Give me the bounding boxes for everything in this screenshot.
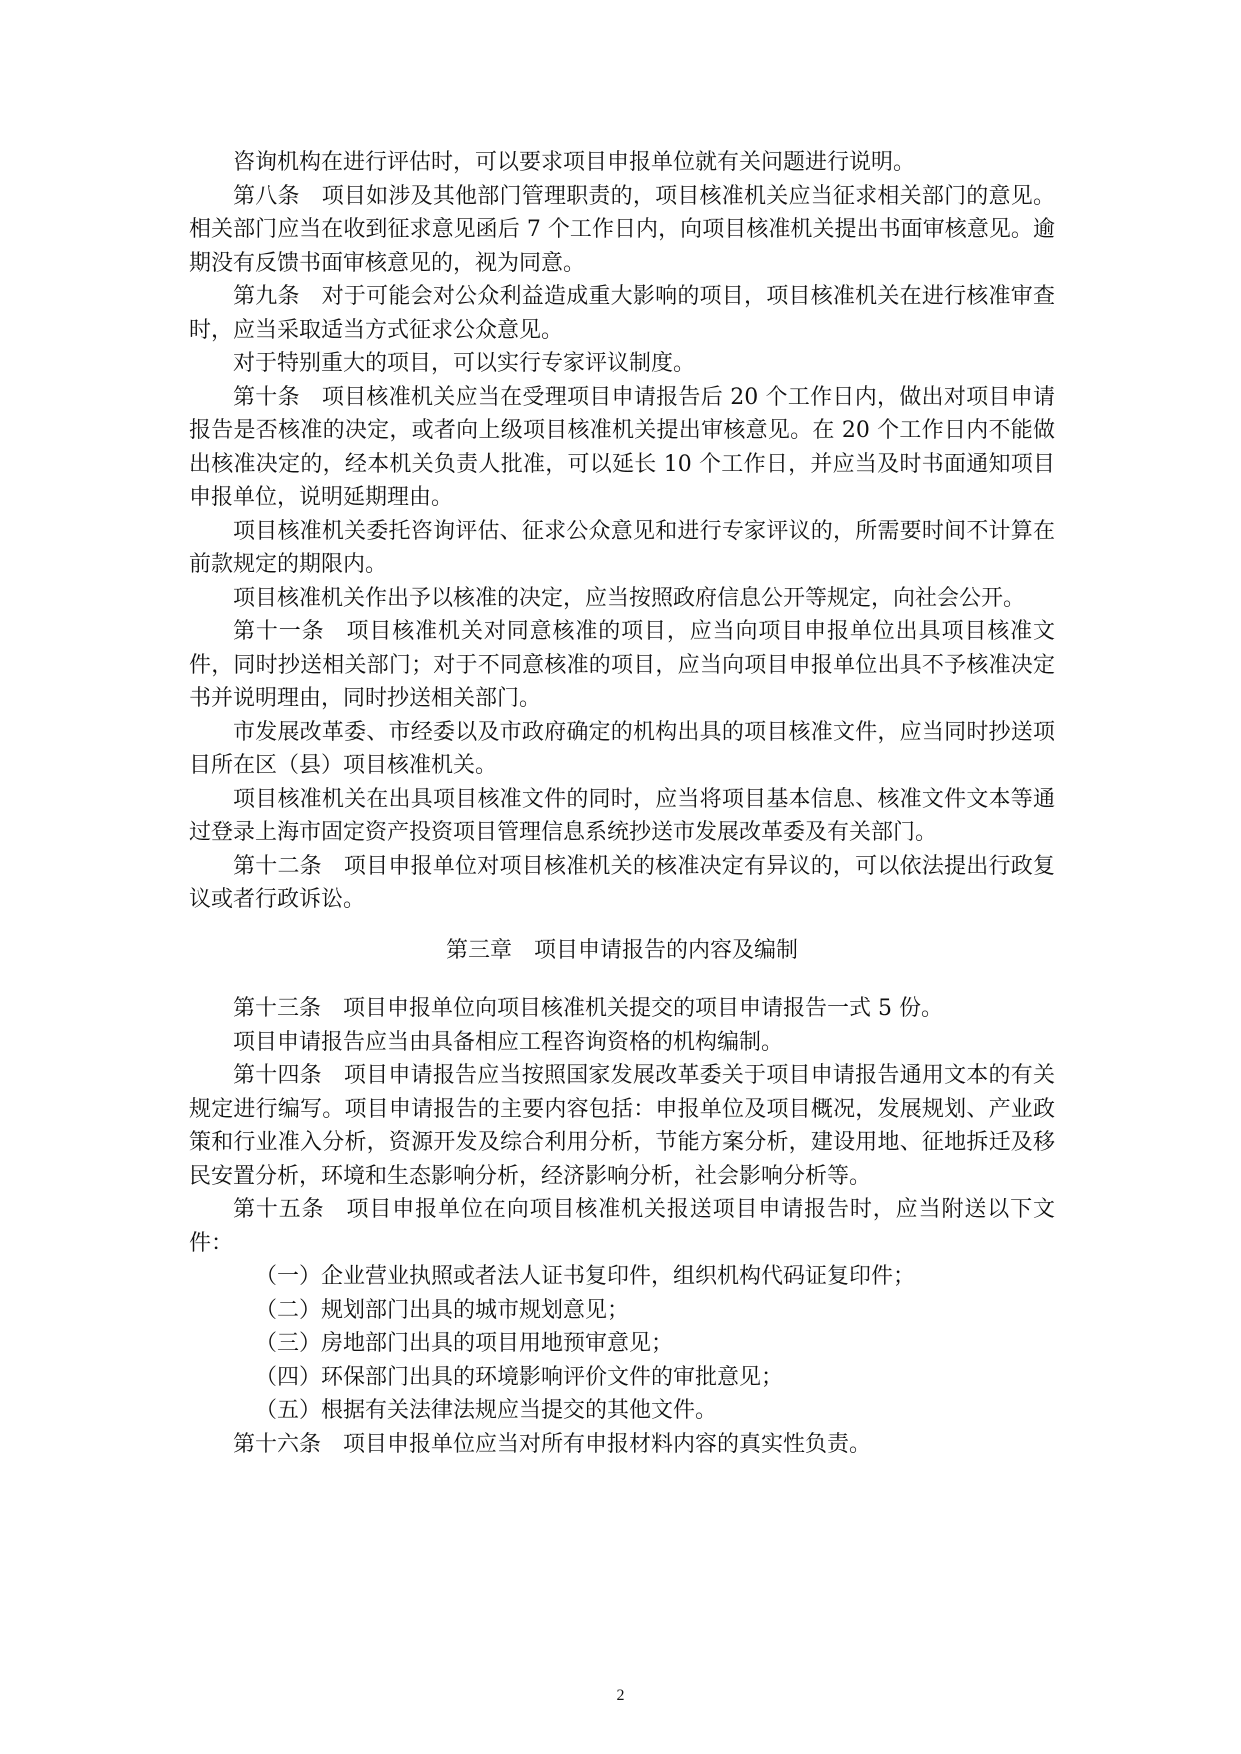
article-label: 第十五条: [233, 1197, 325, 1222]
paragraph: [189, 850, 1055, 917]
paragraph: [189, 992, 1055, 1026]
page-body: [189, 146, 1055, 1461]
paragraph: [189, 381, 1055, 515]
section-after: [189, 992, 1055, 1461]
paragraph-text: 项目核准机关应当在受理项目申请报告后 20 个工作日内，做出对项目申请报告是否核准的决定，或者向上级项目核准机关提出审核意见。在 20 个工作日内不能做出核准决定的，经本机关负责人批准，可以延长 10 个工作日，并应当及时书面通知项目申报单位，说明延期理由。: [189, 384, 1055, 510]
paragraph: [189, 515, 1055, 582]
paragraph: [189, 783, 1055, 850]
paragraph-text: 项目申请报告应当由具备相应工程咨询资格的机构编制。: [233, 1029, 784, 1055]
paragraph: [189, 146, 1055, 180]
paragraph-text: 市发展改革委、市经委以及市政府确定的机构出具的项目核准文件，应当同时抄送项目所在区（县）项目核准机关。: [189, 719, 1055, 778]
paragraph-text: 项目如涉及其他部门管理职责的，项目核准机关应当征求相关部门的意见。相关部门应当在收到征求意见函后 7 个工作日内，向项目核准机关提出书面审核意见。逾期没有反馈书面审核意见的，视为同意。: [189, 183, 1055, 276]
list-item: （三）房地部门出具的项目用地预审意见；: [255, 1331, 674, 1356]
article-label: 第十一条: [233, 619, 325, 644]
article-label: 第九条: [233, 284, 300, 309]
section-before: [189, 146, 1055, 917]
paragraph-text: 咨询机构在进行评估时，可以要求项目申报单位就有关问题进行说明。: [233, 150, 916, 175]
paragraph-text: 项目核准机关委托咨询评估、征求公众意见和进行专家评议的，所需要时间不计算在前款规定的期限内。: [189, 518, 1055, 577]
paragraph-text: 项目申报单位应当对所有申报材料内容的真实性负责。: [343, 1431, 872, 1457]
chapter-heading: [189, 934, 1055, 968]
paragraph-text: 项目核准机关作出予以核准的决定，应当按照政府信息公开等规定，向社会公开。: [233, 585, 1026, 611]
article-label: 第十条: [233, 384, 300, 410]
paragraph: [189, 280, 1055, 347]
paragraph-text: 项目核准机关对同意核准的项目，应当向项目申报单位出具项目核准文件，同时抄送相关部门；对于不同意核准的项目，应当向项目申报单位出具不予核准决定书并说明理由，同时抄送相关部门。: [189, 619, 1055, 711]
paragraph-text: 项目申报单位在向项目核准机关报送项目申请报告时，应当附送以下文件：: [189, 1197, 1055, 1256]
article-label: 第八条: [233, 183, 300, 209]
list-item: （四）环保部门出具的环境影响评价文件的审批意见；: [255, 1364, 784, 1390]
article-label: 第十四条: [233, 1063, 322, 1088]
paragraph: [189, 716, 1055, 783]
chapter-label: 第三章: [445, 937, 512, 963]
paragraph: [189, 1059, 1055, 1193]
list-item: （二）规划部门出具的城市规划意见；: [255, 1297, 630, 1323]
paragraph: [189, 1193, 1055, 1260]
article-label: 第十六条: [233, 1431, 322, 1457]
paragraph-text: 项目申报单位向项目核准机关提交的项目申请报告一式 5 份。: [343, 996, 944, 1021]
list-item: （五）根据有关法律法规应当提交的其他文件。: [255, 1398, 718, 1423]
list-item: （一）企业营业执照或者法人证书复印件，组织机构代码证复印件；: [255, 1264, 916, 1289]
article-label: 第十三条: [233, 996, 322, 1021]
paragraph-text: 项目申报单位对项目核准机关的核准决定有异议的，可以依法提出行政复议或者行政诉讼。: [189, 853, 1055, 912]
paragraph: [189, 582, 1055, 616]
paragraph-text: 项目核准机关在出具项目核准文件的同时，应当将项目基本信息、核准文件文本等通过登录上海市固定资产投资项目管理信息系统抄送市发展改革委及有关部门。: [189, 786, 1055, 845]
paragraph: [189, 347, 1055, 381]
paragraph-text: 对于可能会对公众利益造成重大影响的项目，项目核准机关在进行核准审查时，应当采取适当方式征求公众意见。: [189, 284, 1055, 343]
paragraph: [189, 1428, 1055, 1462]
paragraph-text: 对于特别重大的项目，可以实行专家评议制度。: [233, 351, 696, 376]
article-label: 第十二条: [233, 853, 322, 879]
chapter-title: 项目申请报告的内容及编制: [534, 937, 799, 963]
paragraph: [189, 615, 1055, 716]
paragraph: [189, 180, 1055, 281]
page-number: 2: [616, 1687, 625, 1704]
paragraph: [189, 1026, 1055, 1060]
paragraph-text: 项目申请报告应当按照国家发展改革委关于项目申请报告通用文本的有关规定进行编写。项目申请报告的主要内容包括：申报单位及项目概况，发展规划、产业政策和行业准入分析，资源开发及综合利用分析，节能方案分析，建设用地、征地拆迁及移民安置分析，环境和生态影响分析，经济影响分析，社会影响分析等。: [189, 1063, 1055, 1189]
